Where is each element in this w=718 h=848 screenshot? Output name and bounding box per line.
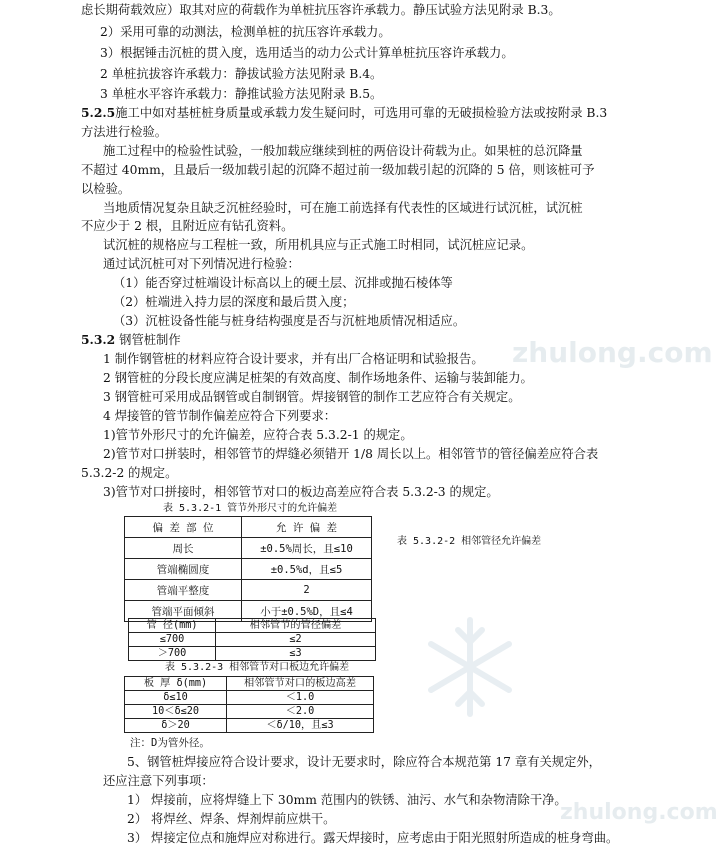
table-caption: 表 5.3.2-1 管节外形尺寸的允许偏差 [163,503,338,514]
text-line: （2）桩端进入持力层的深度和最后贯入度； [113,295,355,309]
snowflake-logo-icon [425,612,515,722]
table-row [129,647,376,661]
text-line [81,332,181,348]
table-cell: ±0.5%d，且≤5 [242,559,372,580]
table-cell: δ≤10 [125,691,227,705]
text-line: 5、钢管桩焊接应符合设计要求，设计无要求时，除应符合本规范第 17 章有关规定外， [127,755,601,769]
table-cell: ±0.5%周长，且≤10 [242,538,372,559]
table-row [125,719,374,733]
text-line: 3)管节对口拼接时，相邻管节对口的板边高差应符合表 5.3.2-3 的规定。 [103,485,499,499]
table-caption: 表 5.3.2-2 相邻管径允许偏差 [397,536,542,547]
text-line: 4 焊接管的管节制作偏差应符合下列要求： [103,409,337,423]
table-cell: ＜δ/10，且≤3 [227,719,374,733]
table-header: 允 许 偏 差 [242,517,372,538]
table-row [125,538,372,559]
text-line: 1)管节外形尺寸的允许偏差，应符合表 5.3.2-1 的规定。 [103,428,413,442]
table-cell: 管端椭圆度 [125,559,242,580]
text-line: 3）根据锤击沉桩的贯入度，选用适当的动力公式计算单桩抗压容许承载力。 [100,46,514,60]
table-cell: ＜1.0 [227,691,374,705]
tolerance-table-3 [124,676,374,733]
table-row [129,633,376,647]
section-number: 5.2.5 [81,105,116,120]
text-line: 1） 焊接前，应将焊缝上下 30mm 范围内的铁锈、油污、水气和杂物清除干净。 [127,793,567,807]
text-line: 以检验。 [81,182,131,196]
text-line: 试沉桩的规格应与工程桩一致，所用机具应与正式施工时相同，试沉桩应记录。 [103,238,534,252]
section-number: 5.3.2 [81,332,116,347]
text-line: 虑长期荷载效应）取其对应的荷载作为单桩抗压容许承载力。静压试验方法见附录 B.3。 [81,3,561,17]
text-line: 不应少于 2 根，且附近应有钻孔资料。 [81,219,294,233]
text-line: （1）能否穿过桩端设计标高以上的硬土层、沉排或抛石棱体等 [113,276,453,290]
table-cell: 2 [242,580,372,601]
text-line: 2）采用可靠的动测法，检测单桩的抗压容许承载力。 [100,25,391,39]
table-cell: ≤700 [129,633,216,647]
text-line: 1 制作钢管桩的材料应符合设计要求，并有出厂合格证明和试验报告。 [103,352,484,366]
table-cell: 管端平整度 [125,580,242,601]
text-line: 3 钢管桩可采用成品钢管或自制钢管。焊接钢管的制作工艺应符合有关规定。 [103,390,521,404]
text-line: 3） 焊接定位点和施焊应对称进行。露天焊接时，应考虑由于阳光照射所造成的桩身弯曲。 [127,831,619,845]
table-cell: ≤3 [216,647,376,661]
table-row [125,705,374,719]
text-line: 5.3.2-2 的规定。 [81,466,178,480]
table-cell: 10＜δ≤20 [125,705,227,719]
table-cell: ≤2 [216,633,376,647]
table-caption: 表 5.3.2-3 相邻管节对口板边允许偏差 [165,662,350,673]
text-line: 3 单桩水平容许承载力：静推试验方法见附录 B.5。 [100,87,383,101]
table-cell: ＞700 [129,647,216,661]
table-note: 注：D为管外径。 [130,737,210,749]
table-header: 板 厚 δ(mm) [125,677,227,691]
text-line: 施工过程中的检验性试验，一般加载应继续到桩的两倍设计荷载为止。如果桩的总沉降量 [103,144,583,158]
table-cell: 管端平面倾斜 [125,601,242,622]
text-line [81,105,607,121]
watermark-text: zhulong.com [512,336,713,369]
table-header: 管 径(mm) [129,619,216,633]
text-line: 2 钢管桩的分段长度应满足桩架的有效高度、制作场地条件、运输与装卸能力。 [103,371,533,385]
table-cell: 周长 [125,538,242,559]
text-line: 不超过 40mm，且最后一级加载引起的沉降不超过前一级加载引起的沉降的 5 倍，则该桩可予 [81,163,595,177]
section-title: 钢管桩制作 [119,333,181,347]
table-header: 相邻管节对口的板边高差 [227,677,374,691]
text-line: 方法进行检验。 [81,125,168,139]
table-row [125,580,372,601]
tolerance-table-2 [128,618,376,661]
table-row [125,559,372,580]
text-line: 当地质情况复杂且缺乏沉桩经验时，可在施工前选择有代表性的区域进行试沉桩，试沉桩 [103,201,583,215]
table-header: 相邻管节的管径偏差 [216,619,376,633]
text-line: 通过试沉桩可对下列情况进行检验： [103,257,300,271]
text-line: （3）沉桩设备性能与桩身结构强度是否与沉桩地质情况相适应。 [113,314,466,328]
table-cell: 小于±0.5%D，且≤4 [242,601,372,622]
table-row [125,691,374,705]
section-text: 施工中如对基桩桩身质量或承载力发生疑问时，可选用可靠的无破损检验方法或按附录 B.3 [115,106,608,120]
table-cell: ＜2.0 [227,705,374,719]
text-line: 2 单桩抗拔容许承载力：静拔试验方法见附录 B.4。 [100,67,383,81]
text-line: 2)管节对口拼装时，相邻管节的焊缝必须错开 1/8 周长以上。相邻管节的管径偏差应符合表 [103,447,599,461]
tolerance-table-1 [124,516,372,622]
table-header: 偏 差 部 位 [125,517,242,538]
table-cell: δ＞20 [125,719,227,733]
text-line: 2） 将焊丝、焊条、焊剂焊前应烘干。 [127,812,336,826]
watermark-text: zhulong.com [560,800,718,825]
text-line: 还应注意下列事项： [103,774,214,788]
